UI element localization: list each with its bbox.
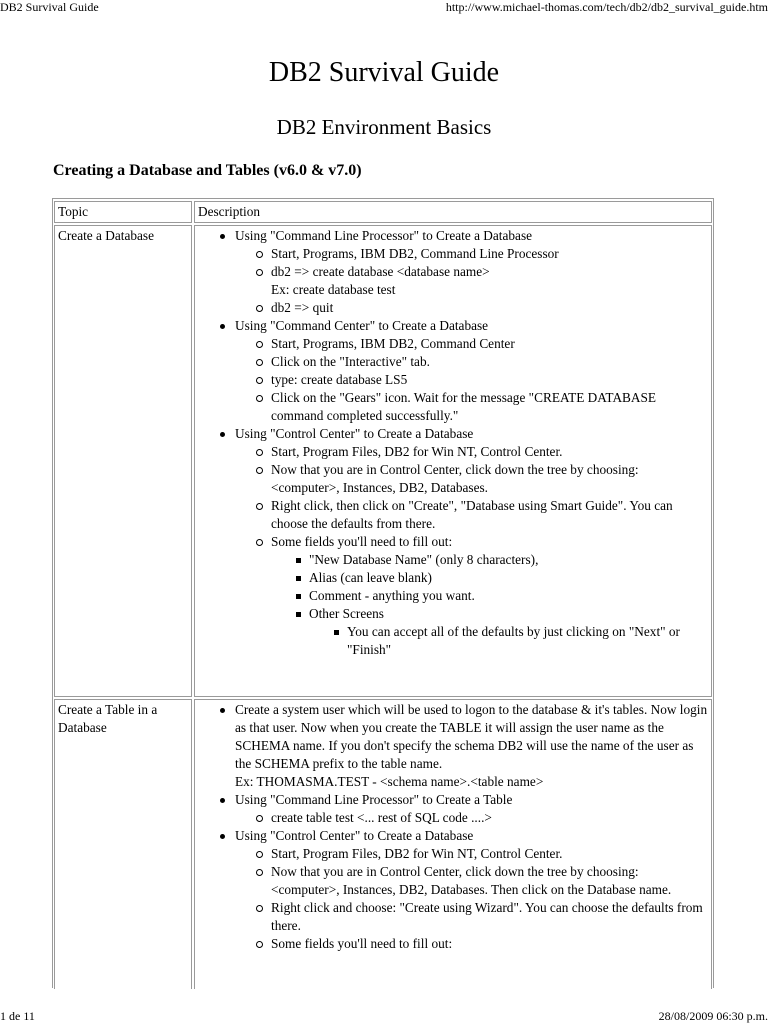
document-subtitle: DB2 Environment Basics [276,115,492,139]
list-item: Using "Control Center" to Create a Database Start, Program Files, DB2 for Win NT, Control Center. Now that you are in Control Center, click down the tree by choosing: <computer>, Instances, DB2, Databases. Right click, then click on "Create", "Database using Smart Guide". You can choose the defaults from there. Some fields you'll need to fill out: "New Database Name" (only 8 characters), Alias (can leave blank) Comment - anything you want. Other Screens You can accept all of the defaults by just clicking on "Next" or "Finish" [195,425,708,659]
list-item: Right click, then click on "Create", "Database using Smart Guide". You can choose the defaults from there. [235,497,708,533]
list-item: Comment - anything you want. [271,587,708,605]
list-item: Now that you are in Control Center, click down the tree by choosing: <computer>, Instances, DB2, Databases. [235,461,708,497]
list-item: Using "Command Line Processor" to Create a Database Start, Programs, IBM DB2, Command Line Processor db2 => create database <database name> Ex: create database test db2 => quit [195,227,708,317]
list-item: Using "Command Center" to Create a Database Start, Programs, IBM DB2, Command Center Click on the "Interactive" tab. type: create database LS5 Click on the "Gears" icon. Wait for the message "CREATE DATABASE command completed successfully." [195,317,708,425]
list-item: Using "Command Line Processor" to Create a Table create table test <... rest of SQL code ....> [195,791,708,827]
table-row-topic: Create a Table in a Database [54,699,192,989]
description-list [195,227,708,659]
list-item: create table test <... rest of SQL code ....> [235,809,708,827]
list-item: Some fields you'll need to fill out: [235,935,708,953]
list-item: Start, Program Files, DB2 for Win NT, Control Center. [235,845,708,863]
list-item: Using "Control Center" to Create a Database Start, Program Files, DB2 for Win NT, Control Center. Now that you are in Control Center, click down the tree by choosing: <computer>, Instances, DB2, Databases. Then click on the Database name. Right click and choose: "Create using Wizard". You can choose the defaults from there. Some fields you'll need to fill out: [195,827,708,953]
table-row-description [194,225,712,697]
list-item: type: create database LS5 [235,371,708,389]
table-row-topic: Create a Database [54,225,192,697]
list-item: db2 => quit [235,299,708,317]
description-list [195,701,708,953]
list-item: "New Database Name" (only 8 characters), [271,551,708,569]
list-item: Other Screens You can accept all of the defaults by just clicking on "Next" or "Finish" [271,605,708,659]
browser-page-title: DB2 Survival Guide [0,0,99,14]
table-header-topic: Topic [54,201,192,223]
list-item: Click on the "Interactive" tab. [235,353,708,371]
list-item: Start, Programs, IBM DB2, Command Line Processor [235,245,708,263]
list-item: db2 => create database <database name> Ex: create database test [235,263,708,299]
list-item: Create a system user which will be used to logon to the database & it's tables. Now login as that user. Now when you create the TABLE it will assign the user name as the SCHEMA name. If you don't specify the schema DB2 will use the name of the user as the SCHEMA prefix to the table name. Ex: THOMASMA.TEST - <schema name>.<table name> [195,701,708,791]
print-timestamp: 28/08/2009 06:30 p.m. [658,1009,768,1023]
table-row-description [194,699,712,989]
page-url[interactable]: http://www.michael-thomas.com/tech/db2/db2_survival_guide.htm [445,0,768,14]
list-item: Start, Program Files, DB2 for Win NT, Control Center. [235,443,708,461]
list-item: Click on the "Gears" icon. Wait for the message "CREATE DATABASE command completed successfully." [235,389,708,425]
page-number: 1 de 11 [0,1009,35,1023]
list-item: Some fields you'll need to fill out: "New Database Name" (only 8 characters), Alias (can leave blank) Comment - anything you want. Other Screens You can accept all of the defaults by just clicking on "Next" or "Finish" [235,533,708,659]
list-item: Alias (can leave blank) [271,569,708,587]
document-title: DB2 Survival Guide [268,57,500,88]
table-header-description: Description [194,201,712,223]
list-item: You can accept all of the defaults by just clicking on "Next" or "Finish" [309,623,708,659]
list-item: Start, Programs, IBM DB2, Command Center [235,335,708,353]
list-item: Right click and choose: "Create using Wizard". You can choose the defaults from there. [235,899,708,935]
section-heading: Creating a Database and Tables (v6.0 & v7.0) [53,162,362,179]
list-item: Now that you are in Control Center, click down the tree by choosing: <computer>, Instances, DB2, Databases. Then click on the Database name. [235,863,708,899]
